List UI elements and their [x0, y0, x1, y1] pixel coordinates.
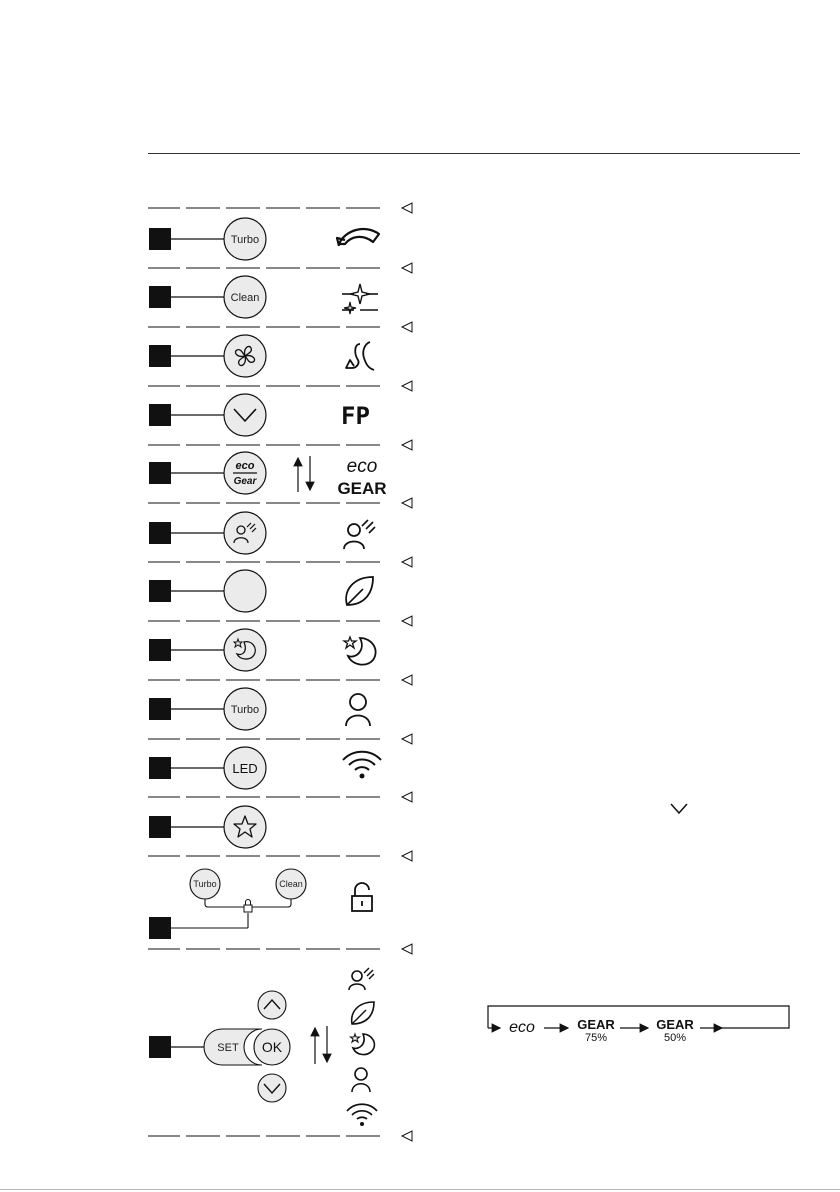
star-button[interactable] — [224, 806, 266, 848]
row-marker — [149, 286, 171, 308]
svg-text:Clean: Clean — [230, 292, 260, 304]
row-leaf — [149, 570, 373, 612]
sleep-button[interactable] — [224, 629, 266, 671]
moon-star-icon — [344, 637, 376, 665]
down-remote-button[interactable] — [258, 1074, 286, 1102]
separator-marker — [402, 616, 412, 626]
person-wind-icon — [344, 520, 375, 549]
row-turbo — [149, 218, 379, 260]
separator-marker — [402, 675, 412, 685]
row-sleep — [149, 629, 376, 671]
fp-display: FP — [341, 402, 370, 430]
separator-marker — [402, 851, 412, 861]
down-button[interactable] — [224, 394, 266, 436]
row-fan — [149, 335, 374, 377]
row-marker — [149, 345, 171, 367]
svg-text:Turbo: Turbo — [230, 704, 260, 716]
gear-sequence-diagram — [488, 1006, 789, 1044]
padlock-icon — [352, 883, 372, 911]
row-child-lock — [149, 869, 372, 939]
row-marker — [149, 917, 171, 939]
sequence-step-value: 75% — [584, 1032, 608, 1044]
row-marker — [149, 757, 171, 779]
row-marker — [149, 522, 171, 544]
up-down-arrows — [298, 456, 310, 492]
svg-text:Clean: Clean — [279, 879, 303, 889]
blank-button[interactable] — [224, 570, 266, 612]
svg-text:Gear: Gear — [233, 476, 257, 487]
row-down — [149, 394, 370, 436]
separator-marker — [402, 322, 412, 332]
row-marker — [149, 580, 171, 602]
row-marker — [149, 698, 171, 720]
separator-marker — [402, 734, 412, 744]
separator-marker — [402, 792, 412, 802]
lock-turbo-button[interactable] — [190, 869, 220, 899]
curved-arrow-icon — [337, 229, 379, 246]
separator-marker — [402, 440, 412, 450]
up-down-arrows — [315, 1026, 327, 1064]
wifi-icon — [343, 752, 381, 779]
person-icon — [346, 694, 370, 726]
eco-display: eco — [346, 456, 378, 477]
row-turbo-person — [149, 688, 370, 730]
row-marker — [149, 639, 171, 661]
leaf-icon — [352, 1002, 374, 1024]
chevron-down-icon — [671, 804, 687, 813]
row-marker — [149, 1036, 171, 1058]
turbo-button[interactable] — [224, 218, 266, 260]
row-clean — [149, 276, 378, 318]
row-person-wind — [149, 512, 375, 554]
eco-gear-button[interactable] — [224, 452, 266, 494]
gear-display: GEAR — [337, 479, 387, 498]
led-button[interactable] — [224, 747, 266, 789]
page-edge — [0, 1189, 840, 1190]
sequence-step-value: 50% — [663, 1032, 687, 1044]
svg-text:eco: eco — [235, 460, 255, 472]
row-led — [149, 747, 381, 789]
leaf-icon — [346, 577, 373, 605]
ok-button[interactable] — [254, 1029, 290, 1065]
separator-marker — [402, 1131, 412, 1141]
fan-icon — [235, 346, 254, 365]
row-marker — [149, 816, 171, 838]
lock-clean-button[interactable] — [276, 869, 306, 899]
svg-text:SET: SET — [217, 1042, 239, 1054]
filter-icon — [346, 342, 374, 370]
clean-button[interactable] — [224, 276, 266, 318]
row-eco-gear — [149, 452, 387, 498]
wifi-icon — [347, 1104, 377, 1126]
row-remote — [149, 968, 377, 1126]
svg-text:LED: LED — [232, 761, 258, 776]
separator-marker — [402, 203, 412, 213]
separator-marker — [402, 263, 412, 273]
separator-marker — [402, 498, 412, 508]
row-marker — [149, 404, 171, 426]
fan-button[interactable] — [224, 335, 266, 377]
row-marker — [149, 228, 171, 250]
small-padlock-icon — [244, 900, 252, 912]
person-wind-button[interactable] — [224, 512, 266, 554]
sequence-step-title: GEAR — [577, 1017, 615, 1032]
person-wind-icon — [349, 968, 374, 990]
sequence-step-title: GEAR — [656, 1017, 694, 1032]
svg-text:Turbo: Turbo — [230, 234, 260, 246]
row-star — [149, 806, 266, 848]
turbo-button-2[interactable] — [224, 688, 266, 730]
up-button[interactable] — [258, 991, 286, 1019]
sparkle-clean-icon — [342, 284, 378, 314]
separator-marker — [402, 557, 412, 567]
svg-text:Turbo: Turbo — [193, 879, 217, 889]
person-icon — [352, 1068, 370, 1092]
row-marker — [149, 462, 171, 484]
set-button[interactable] — [204, 1029, 262, 1065]
moon-star-icon — [351, 1034, 375, 1055]
eco-gear-icon — [233, 460, 258, 487]
separator-marker — [402, 944, 412, 954]
separator-marker — [402, 381, 412, 391]
sequence-eco: eco — [509, 1019, 535, 1036]
svg-text:OK: OK — [261, 1039, 283, 1055]
